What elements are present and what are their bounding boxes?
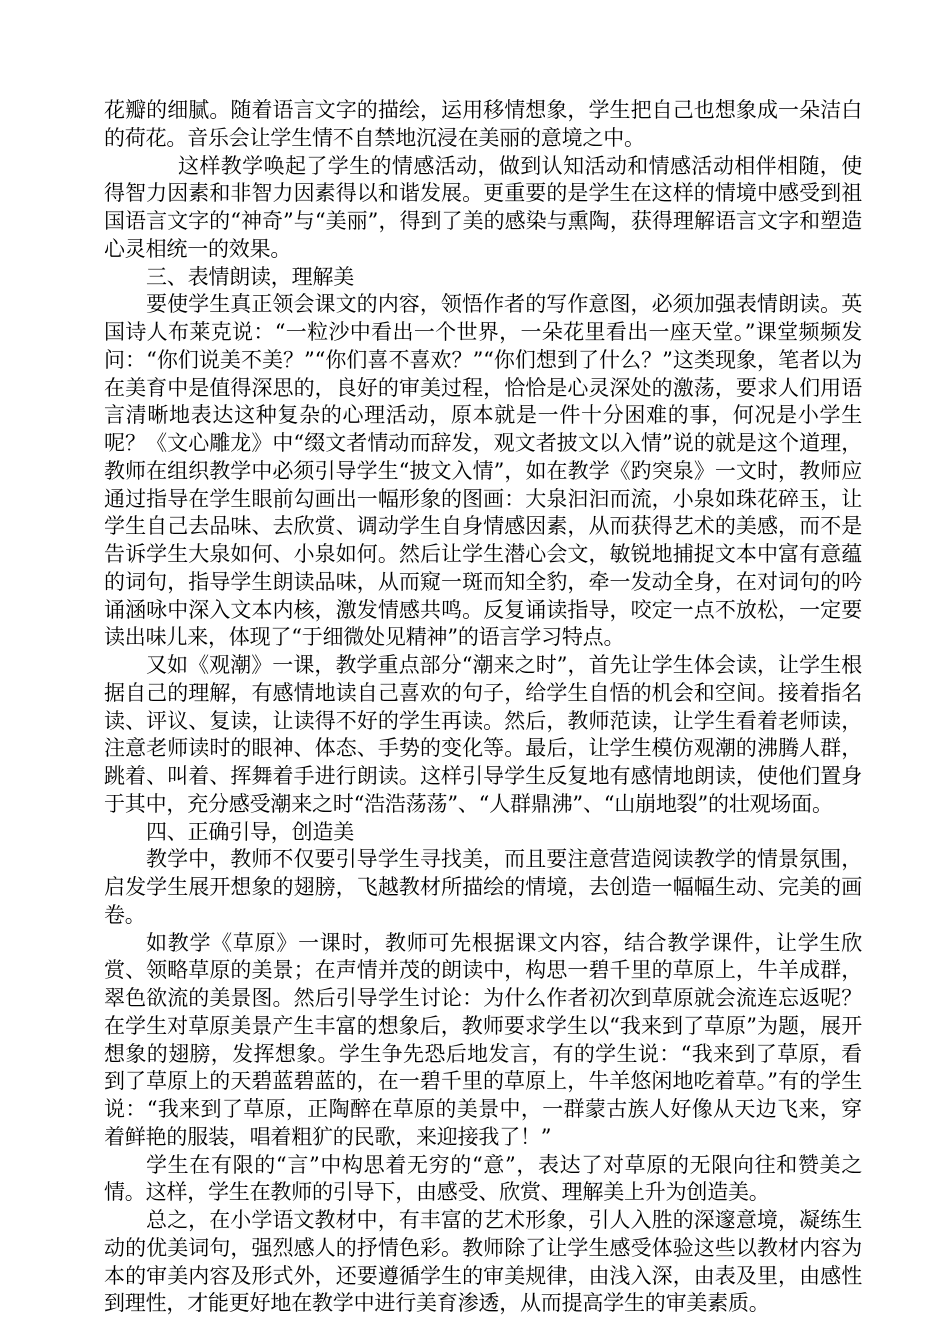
paragraph-conclusion: 总之，在小学语文教材中，有丰富的艺术形象，引人入胜的深邃意境，凝练生动的优美词句，强烈感人的抒情色彩。教师除了让学生感受体验这些以教材内容为本的审美内容及形式外，还要遵循学生的审美规律，由浅入深，由表及里，由感性到理性，才能更好地在教学中进行美育渗透，从而提高学生的审美素质。 bbox=[104, 1208, 862, 1316]
paragraph-emotional-activity: 这样教学唤起了学生的情感活动，做到认知活动和情感活动相伴相随，使得智力因素和非智力因素得以和谐发展。更重要的是学生在这样的情境中感受到祖国语言文字的“神奇”与“美丽”，得到了美的感染与熏陶，获得理解语言文字和塑造心灵相统一的效果。 bbox=[104, 153, 862, 261]
paragraph-guanchao-example: 又如《观潮》一课，教学重点部分“潮来之时”，首先让学生体会读，让学生根据自己的理解，有感情地读自己喜欢的句子，给学生自悟的机会和空间。接着指名读、评议、复读，让读得不好的学生再读。然后，教师范读，让学生看着老师读，注意老师读时的眼神、体态、手势的变化等。最后，让学生模仿观潮的沸腾人群，跳着、叫着、挥舞着手进行朗读。这样引导学生反复地有感情地朗读，使他们置身于其中，充分感受潮来之时“浩浩荡荡”、“人群鼎沸”、“山崩地裂”的壮观场面。 bbox=[104, 653, 862, 816]
paragraph-caoyuan-example: 如教学《草原》一课时，教师可先根据课文内容，结合教学课件，让学生欣赏、领略草原的美景；在声情并茂的朗读中，构思一碧千里的草原上，牛羊成群，翠色欲流的美景图。然后引导学生讨论：为什么作者初次到草原就会流连忘返呢？在学生对草原美景产生丰富的想象后，教师要求学生以“我来到了草原”为题，展开想象的翅膀，发挥想象。学生争先恐后地发言，有的学生说：“我来到了草原，看到了草原上的天碧蓝碧蓝的，在一碧千里的草原上，牛羊悠闲地吃着草。”有的学生说：“我来到了草原，正陶醉在草原的美景中，一群蒙古族人好像从天边飞来，穿着鲜艳的服装，唱着粗犷的民歌，来迎接我了！” bbox=[104, 930, 862, 1149]
paragraph-guidance: 教学中，教师不仅要引导学生寻找美，而且要注意营造阅读教学的情景氛围，启发学生展开想象的翅膀，飞越教材所描绘的情境，去创造一幅幅生动、完美的画卷。 bbox=[104, 847, 862, 927]
document-page bbox=[104, 97, 862, 1318]
paragraph-lotus-imagery: 花瓣的细腻。随着语言文字的描绘，运用移情想象，学生把自己也想象成一朵洁白的荷花。音乐会让学生情不自禁地沉浸在美丽的意境之中。 bbox=[104, 98, 862, 150]
paragraph-expressive-reading: 要使学生真正领会课文的内容，领悟作者的写作意图，必须加强表情朗读。英国诗人布莱克说：“一粒沙中看出一个世界，一朵花里看出一座天堂。”课堂频频发问：“你们说美不美？”“你们喜不喜欢？”“你们想到了什么？”这类现象，笔者以为在美育中是值得深思的，良好的审美过程，恰恰是心灵深处的激荡，要求人们用语言清晰地表达这种复杂的心理活动，原本就是一件十分困难的事，何况是小学生呢？《文心雕龙》中“缀文者情动而辞发，观文者披文以入情”说的就是这个道理，教师在组织教学中必须引导学生“披文入情”，如在教学《趵突泉》一文时，教师应通过指导在学生眼前勾画出一幅形象的图画：大泉汩汩而流，小泉如珠花碎玉，让学生自己去品味、去欣赏、调动学生自身情感因素，从而获得艺术的美感，而不是告诉学生大泉如何、小泉如何。然后让学生潜心会文，敏锐地捕捉文本中富有意蕴的词句，指导学生朗读品味，从而窥一斑而知全豹，牵一发动全身，在对词句的吟诵涵咏中深入文本内核，激发情感共鸣。反复诵读指导，咬定一点不放松，一定要读出味儿来，体现了“于细微处见精神”的语言学习特点。 bbox=[104, 292, 862, 650]
section-heading-3: 三、表情朗读，理解美 bbox=[146, 264, 354, 289]
paragraph-imagination: 学生在有限的“言”中构思着无穷的“意”，表达了对草原的无限向往和赞美之情。这样，学生在教师的引导下，由感受、欣赏、理解美上升为创造美。 bbox=[104, 1152, 862, 1205]
section-heading-4: 四、正确引导，创造美 bbox=[146, 819, 354, 844]
